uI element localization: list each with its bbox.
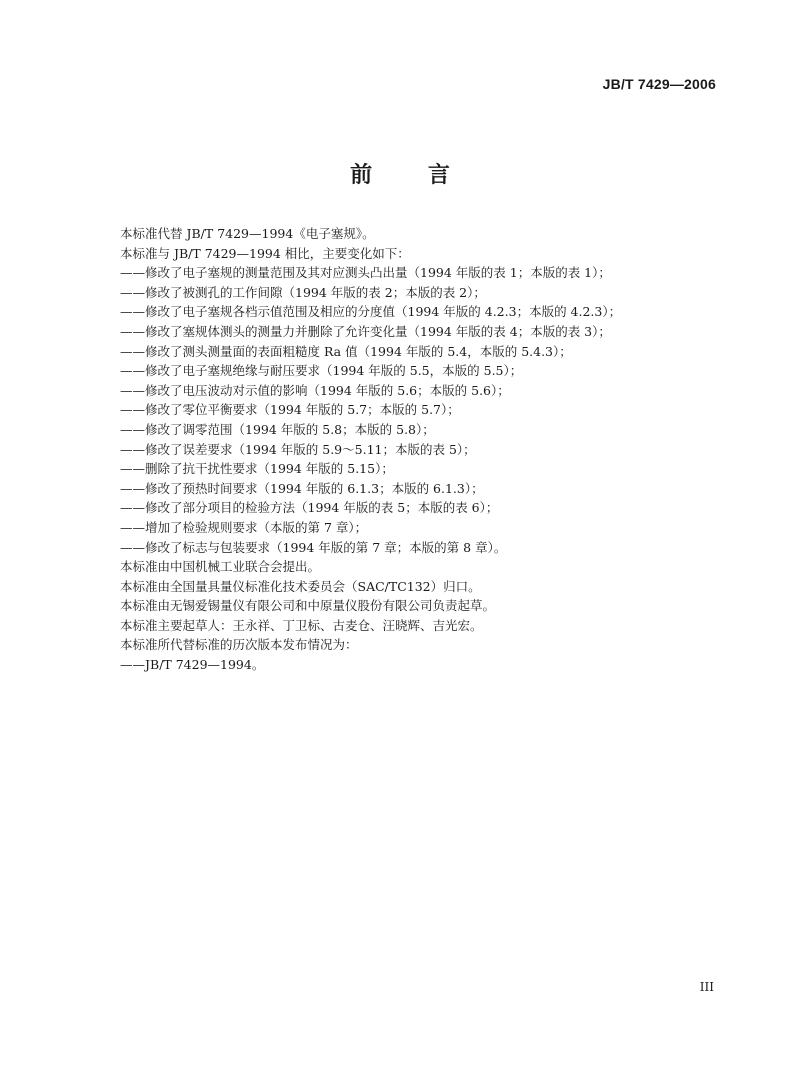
change-list-item: ——修改了被测孔的工作间隙（1994 年版的表 2；本版的表 2）； [120,284,486,300]
text-line: ——JB/T 7429—1994。 [120,657,265,673]
change-list-item: ——修改了测头测量面的表面粗糙度 Ra 值（1994 年版的 5.4，本版的 5.4.3）； [120,343,572,359]
text-line: 本标准由无锡爱锡量仪有限公司和中原量仪股份有限公司负责起草。 [120,598,496,614]
text-line: 本标准与 JB/T 7429—1994 相比，主要变化如下： [120,245,410,261]
change-list-item: ——修改了电子塞规绝缘与耐压要求（1994 年版的 5.5，本版的 5.5）； [120,363,523,379]
text-line: 本标准所代替标准的历次版本发布情况为： [120,637,358,653]
change-list-item: ——增加了检验规则要求（本版的第 7 章）； [120,519,368,535]
change-list-item: ——修改了误差要求（1994 年版的 5.9～5.11；本版的表 5）； [120,441,476,457]
change-list-item: ——删除了抗干扰性要求（1994 年版的 5.15）； [120,461,394,477]
page-title: 前 言 [350,162,474,188]
text-line: 本标准主要起草人：王永祥、丁卫标、古麦仓、汪晓辉、吉光宏。 [120,617,483,633]
change-list-item: ——修改了电子塞规的测量范围及其对应测头凸出量（1994 年版的表 1；本版的表 1）； [120,265,611,281]
change-list-item: ——修改了电压波动对示值的影响（1994 年版的 5.6；本版的 5.6）； [120,382,510,398]
text-line: 本标准由全国量具量仪标准化技术委员会（SAC/TC132）归口。 [120,578,481,594]
foreword-body [120,224,740,675]
text-line: 本标准由中国机械工业联合会提出。 [120,559,321,575]
text-line: 本标准代替 JB/T 7429—1994《电子塞规》。 [120,226,375,241]
change-list-item: ——修改了标志与包装要求（1994 年版的第 7 章；本版的第 8 章）。 [120,539,507,555]
change-list-item: ——修改了预热时间要求（1994 年版的 6.1.3；本版的 6.1.3）； [120,480,484,496]
document-code: JB/T 7429—2006 [602,76,716,92]
change-list-item: ——修改了零位平衡要求（1994 年版的 5.7；本版的 5.7）； [120,402,460,418]
change-list-item: ——修改了调零范围（1994 年版的 5.8；本版的 5.8）； [120,421,435,437]
change-list-item: ——修改了部分项目的检验方法（1994 年版的表 5；本版的表 6）； [120,500,499,516]
change-list-item: ——修改了电子塞规各档示值范围及相应的分度值（1994 年版的 4.2.3；本版的 4.2.3）； [120,304,622,320]
page-number: III [699,980,714,994]
change-list-item: ——修改了塞规体测头的测量力并删除了允许变化量（1994 年版的表 4；本版的表 3）； [120,323,611,339]
